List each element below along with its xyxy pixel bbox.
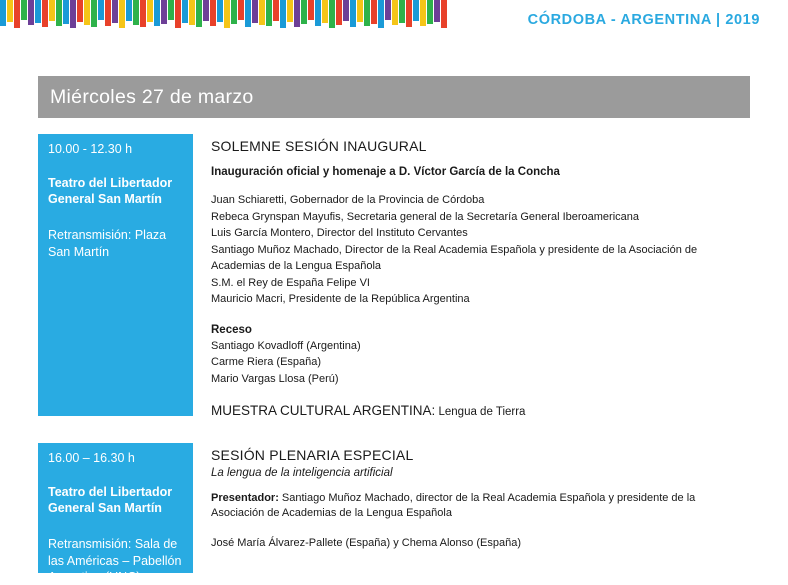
- flag-bar: [357, 0, 363, 22]
- flag-bar: [280, 0, 286, 28]
- flag-bar: [14, 0, 20, 28]
- session-retransmission: Retransmisión: Plaza San Martín: [48, 228, 167, 259]
- list-item: Luis García Montero, Director del Instituto Cervantes: [211, 227, 468, 239]
- flag-bar: [0, 0, 6, 26]
- receso-heading: Receso: [211, 323, 252, 336]
- flag-bar: [252, 0, 258, 23]
- flag-bar: [28, 0, 34, 25]
- flag-bar: [413, 0, 419, 21]
- flag-bar: [133, 0, 139, 25]
- session-venue: Teatro del Libertador General San Martín: [48, 485, 173, 515]
- flag-bar: [350, 0, 356, 27]
- flag-bar: [63, 0, 69, 24]
- flag-bar: [287, 0, 293, 22]
- flag-bar: [140, 0, 146, 27]
- flag-bar: [126, 0, 132, 21]
- flag-bar: [273, 0, 279, 21]
- page-header: [0, 0, 788, 40]
- flag-bar: [112, 0, 118, 23]
- flag-bar: [266, 0, 272, 26]
- session-venue: Teatro del Libertador General San Martín: [48, 176, 173, 206]
- flag-bar: [343, 0, 349, 21]
- flag-bar: [336, 0, 342, 25]
- flag-bar: [301, 0, 307, 24]
- session-content: [193, 134, 750, 418]
- session-time: 10.00 - 12.30 h: [48, 142, 133, 156]
- session-content: [193, 443, 750, 551]
- flag-bar: [91, 0, 97, 27]
- session-retransmission: Retransmisión: Sala de las Américas – Pabellón Argentina (UNC): [48, 537, 182, 584]
- flag-bar: [399, 0, 405, 23]
- flag-bar: [294, 0, 300, 27]
- session-entry: [38, 443, 750, 584]
- list-item: Mario Vargas Llosa (Perú): [211, 372, 339, 385]
- flag-bar: [427, 0, 433, 24]
- receso-participant-list: [211, 338, 750, 388]
- flag-bar: [238, 0, 244, 20]
- session-highlight: Inauguración oficial y homenaje a D. Víctor García de la Concha: [211, 166, 560, 178]
- flag-bar: [196, 0, 202, 27]
- flag-bar: [77, 0, 83, 22]
- session-title: SOLEMNE SESIÓN INAUGURAL: [211, 138, 427, 154]
- session-time: 16.00 – 16.30 h: [48, 451, 135, 465]
- participant-list: [211, 192, 750, 308]
- session-time-venue-block: [38, 443, 193, 584]
- cultural-show-line: [211, 403, 750, 418]
- flag-bar: [329, 0, 335, 28]
- flag-bar: [35, 0, 41, 23]
- session-title: SESIÓN PLENARIA ESPECIAL: [211, 447, 414, 463]
- session-subtitle: La lengua de la inteligencia artificial: [211, 467, 393, 479]
- flag-bar: [203, 0, 209, 21]
- presenter-name: Santiago Muñoz Machado, director de la Real Academia Española y presidente de la Asociación de Academias de la Lengua Española: [211, 492, 696, 519]
- list-item: Santiago Kovadloff (Argentina): [211, 339, 361, 352]
- flag-bar: [434, 0, 440, 22]
- flag-bar: [371, 0, 377, 24]
- flag-bar: [161, 0, 167, 24]
- list-item: Juan Schiaretti, Gobernador de la Provincia de Córdoba: [211, 194, 485, 206]
- flag-bar: [364, 0, 370, 26]
- list-item: Mauricio Macri, Presidente de la República Argentina: [211, 293, 470, 305]
- list-item: Santiago Muñoz Machado, Director de la Real Academia Española y presidente de la Asociación de Academias de la Lengua Española: [211, 243, 698, 272]
- flag-bar: [406, 0, 412, 27]
- flag-bar: [98, 0, 104, 20]
- flag-bar: [21, 0, 27, 20]
- flag-bar: [182, 0, 188, 23]
- day-banner: [38, 76, 750, 118]
- flag-bar: [231, 0, 237, 24]
- flag-bar: [154, 0, 160, 26]
- flag-bar: [322, 0, 328, 23]
- session-entry: [38, 134, 750, 418]
- flag-bar: [49, 0, 55, 21]
- flag-bar: [84, 0, 90, 25]
- day-banner-label: Miércoles 27 de marzo: [50, 85, 254, 108]
- flag-bar: [308, 0, 314, 20]
- flag-bar: [259, 0, 265, 25]
- list-item: Carme Riera (España): [211, 356, 322, 368]
- speakers-line: José María Álvarez-Pallete (España) y Chema Alonso (España): [211, 536, 521, 549]
- flag-bar: [42, 0, 48, 27]
- cultural-show-title: MUESTRA CULTURAL ARGENTINA:: [211, 403, 436, 418]
- flag-bar: [175, 0, 181, 28]
- cultural-show-subtitle: Lengua de Tierra: [435, 406, 526, 418]
- presenter-label: Presentador:: [211, 492, 279, 504]
- flag-bar: [441, 0, 447, 28]
- presenter-line: [211, 491, 750, 521]
- flag-colors-strip: [0, 0, 516, 28]
- flag-bar: [105, 0, 111, 26]
- flag-bar: [189, 0, 195, 25]
- flag-bar: [217, 0, 223, 22]
- flag-bar: [70, 0, 76, 28]
- event-location-year: CÓRDOBA - ARGENTINA | 2019: [527, 12, 760, 28]
- flag-bar: [119, 0, 125, 28]
- list-item: Rebeca Grynspan Mayufis, Secretaria general de la Secretaría General Iberoamericana: [211, 210, 640, 223]
- flag-bar: [245, 0, 251, 27]
- flag-bar: [315, 0, 321, 26]
- flag-bar: [385, 0, 391, 20]
- flag-bar: [7, 0, 13, 22]
- flag-bar: [147, 0, 153, 22]
- flag-bar: [392, 0, 398, 25]
- flag-bar: [420, 0, 426, 26]
- flag-bar: [168, 0, 174, 20]
- session-time-venue-block: [38, 134, 193, 416]
- flag-bar: [210, 0, 216, 26]
- flag-bar: [378, 0, 384, 28]
- list-item: S.M. el Rey de España Felipe VI: [211, 276, 370, 289]
- flag-bar: [56, 0, 62, 26]
- flag-bar: [224, 0, 230, 28]
